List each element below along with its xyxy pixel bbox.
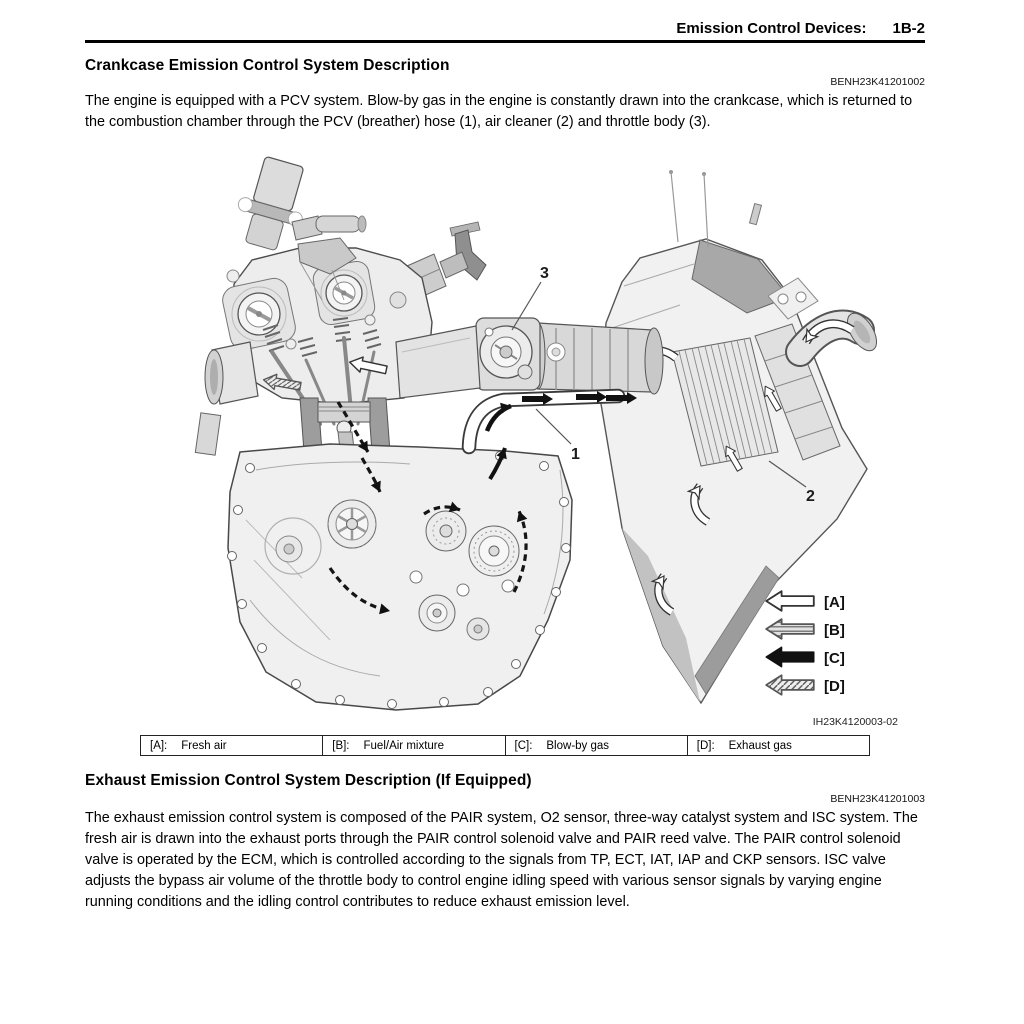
header-page-code: 1B-2	[892, 20, 925, 37]
legend-label-a: [A]	[824, 594, 845, 611]
section1-title: Crankcase Emission Control System Description	[85, 57, 450, 74]
header-section-title: Emission Control Devices:	[676, 20, 867, 37]
fuel-air-legend-arrow	[766, 619, 814, 639]
legend-value-b: Fuel/Air mixture	[363, 739, 445, 752]
legend-cell-c	[505, 736, 687, 755]
legend-key-d: [D]:	[696, 739, 715, 752]
callout-2: 2	[806, 488, 815, 505]
legend-label-b: [B]	[824, 622, 845, 639]
legend-cell-a	[141, 736, 322, 755]
legend-value-a: Fresh air	[181, 739, 227, 752]
figure-legend-table	[140, 735, 870, 756]
header-rule	[85, 40, 925, 43]
section1-body: The engine is equipped with a PCV system. Blow-by gas in the engine is constantly drawn into the crankcase, which is returned to the combustion chamber through the PCV (breather) hose (1), air cleaner (2) and throttle body (3).	[85, 93, 913, 130]
legend-key-c: [C]:	[514, 739, 533, 752]
callout-1: 1	[571, 446, 580, 463]
legend-key-b: [B]:	[332, 739, 350, 752]
legend-value-c: Blow-by gas	[546, 739, 610, 752]
intake-duct	[531, 323, 663, 394]
section2-body: The exhaust emission control system is composed of the PAIR system, O2 sensor, three-way catalyst system and ISC system. The fresh air is drawn into the exhaust ports through the PAIR control solenoid valve and PAIR reed valve. The PAIR control solenoid valve is operated by the ECM, which is controlled according to the signals from TP, ECT, IAT, IAP and CKP sensors. ISC valve adjusts the bypass air volume of the throttle body to control engine idling speed with various sensor signals by varying engine running conditions and the idling control contributes to reduce exhaust emission level.	[85, 810, 918, 910]
throttle-body	[476, 318, 540, 390]
legend-value-d: Exhaust gas	[728, 739, 792, 752]
arrow-legend	[766, 591, 845, 695]
legend-cell-b	[322, 736, 504, 755]
blow-by-legend-arrow	[766, 647, 814, 667]
figure-code: IH23K4120003-02	[812, 716, 898, 728]
fresh-air-legend-arrow	[766, 591, 814, 611]
section1-ref-code: BENH23K41201002	[830, 76, 925, 88]
exhaust-legend-arrow	[766, 675, 814, 695]
section2-ref-code: BENH23K41201003	[830, 793, 925, 805]
legend-key-a: [A]:	[150, 739, 168, 752]
legend-label-d: [D]	[824, 678, 845, 695]
crankcase	[228, 402, 573, 710]
section2-title: Exhaust Emission Control System Description (If Equipped)	[85, 772, 532, 789]
legend-cell-d	[687, 736, 869, 755]
legend-label-c: [C]	[824, 650, 845, 667]
page-header	[676, 20, 925, 37]
callout-3: 3	[540, 265, 549, 282]
engine-emission-diagram	[85, 148, 925, 714]
